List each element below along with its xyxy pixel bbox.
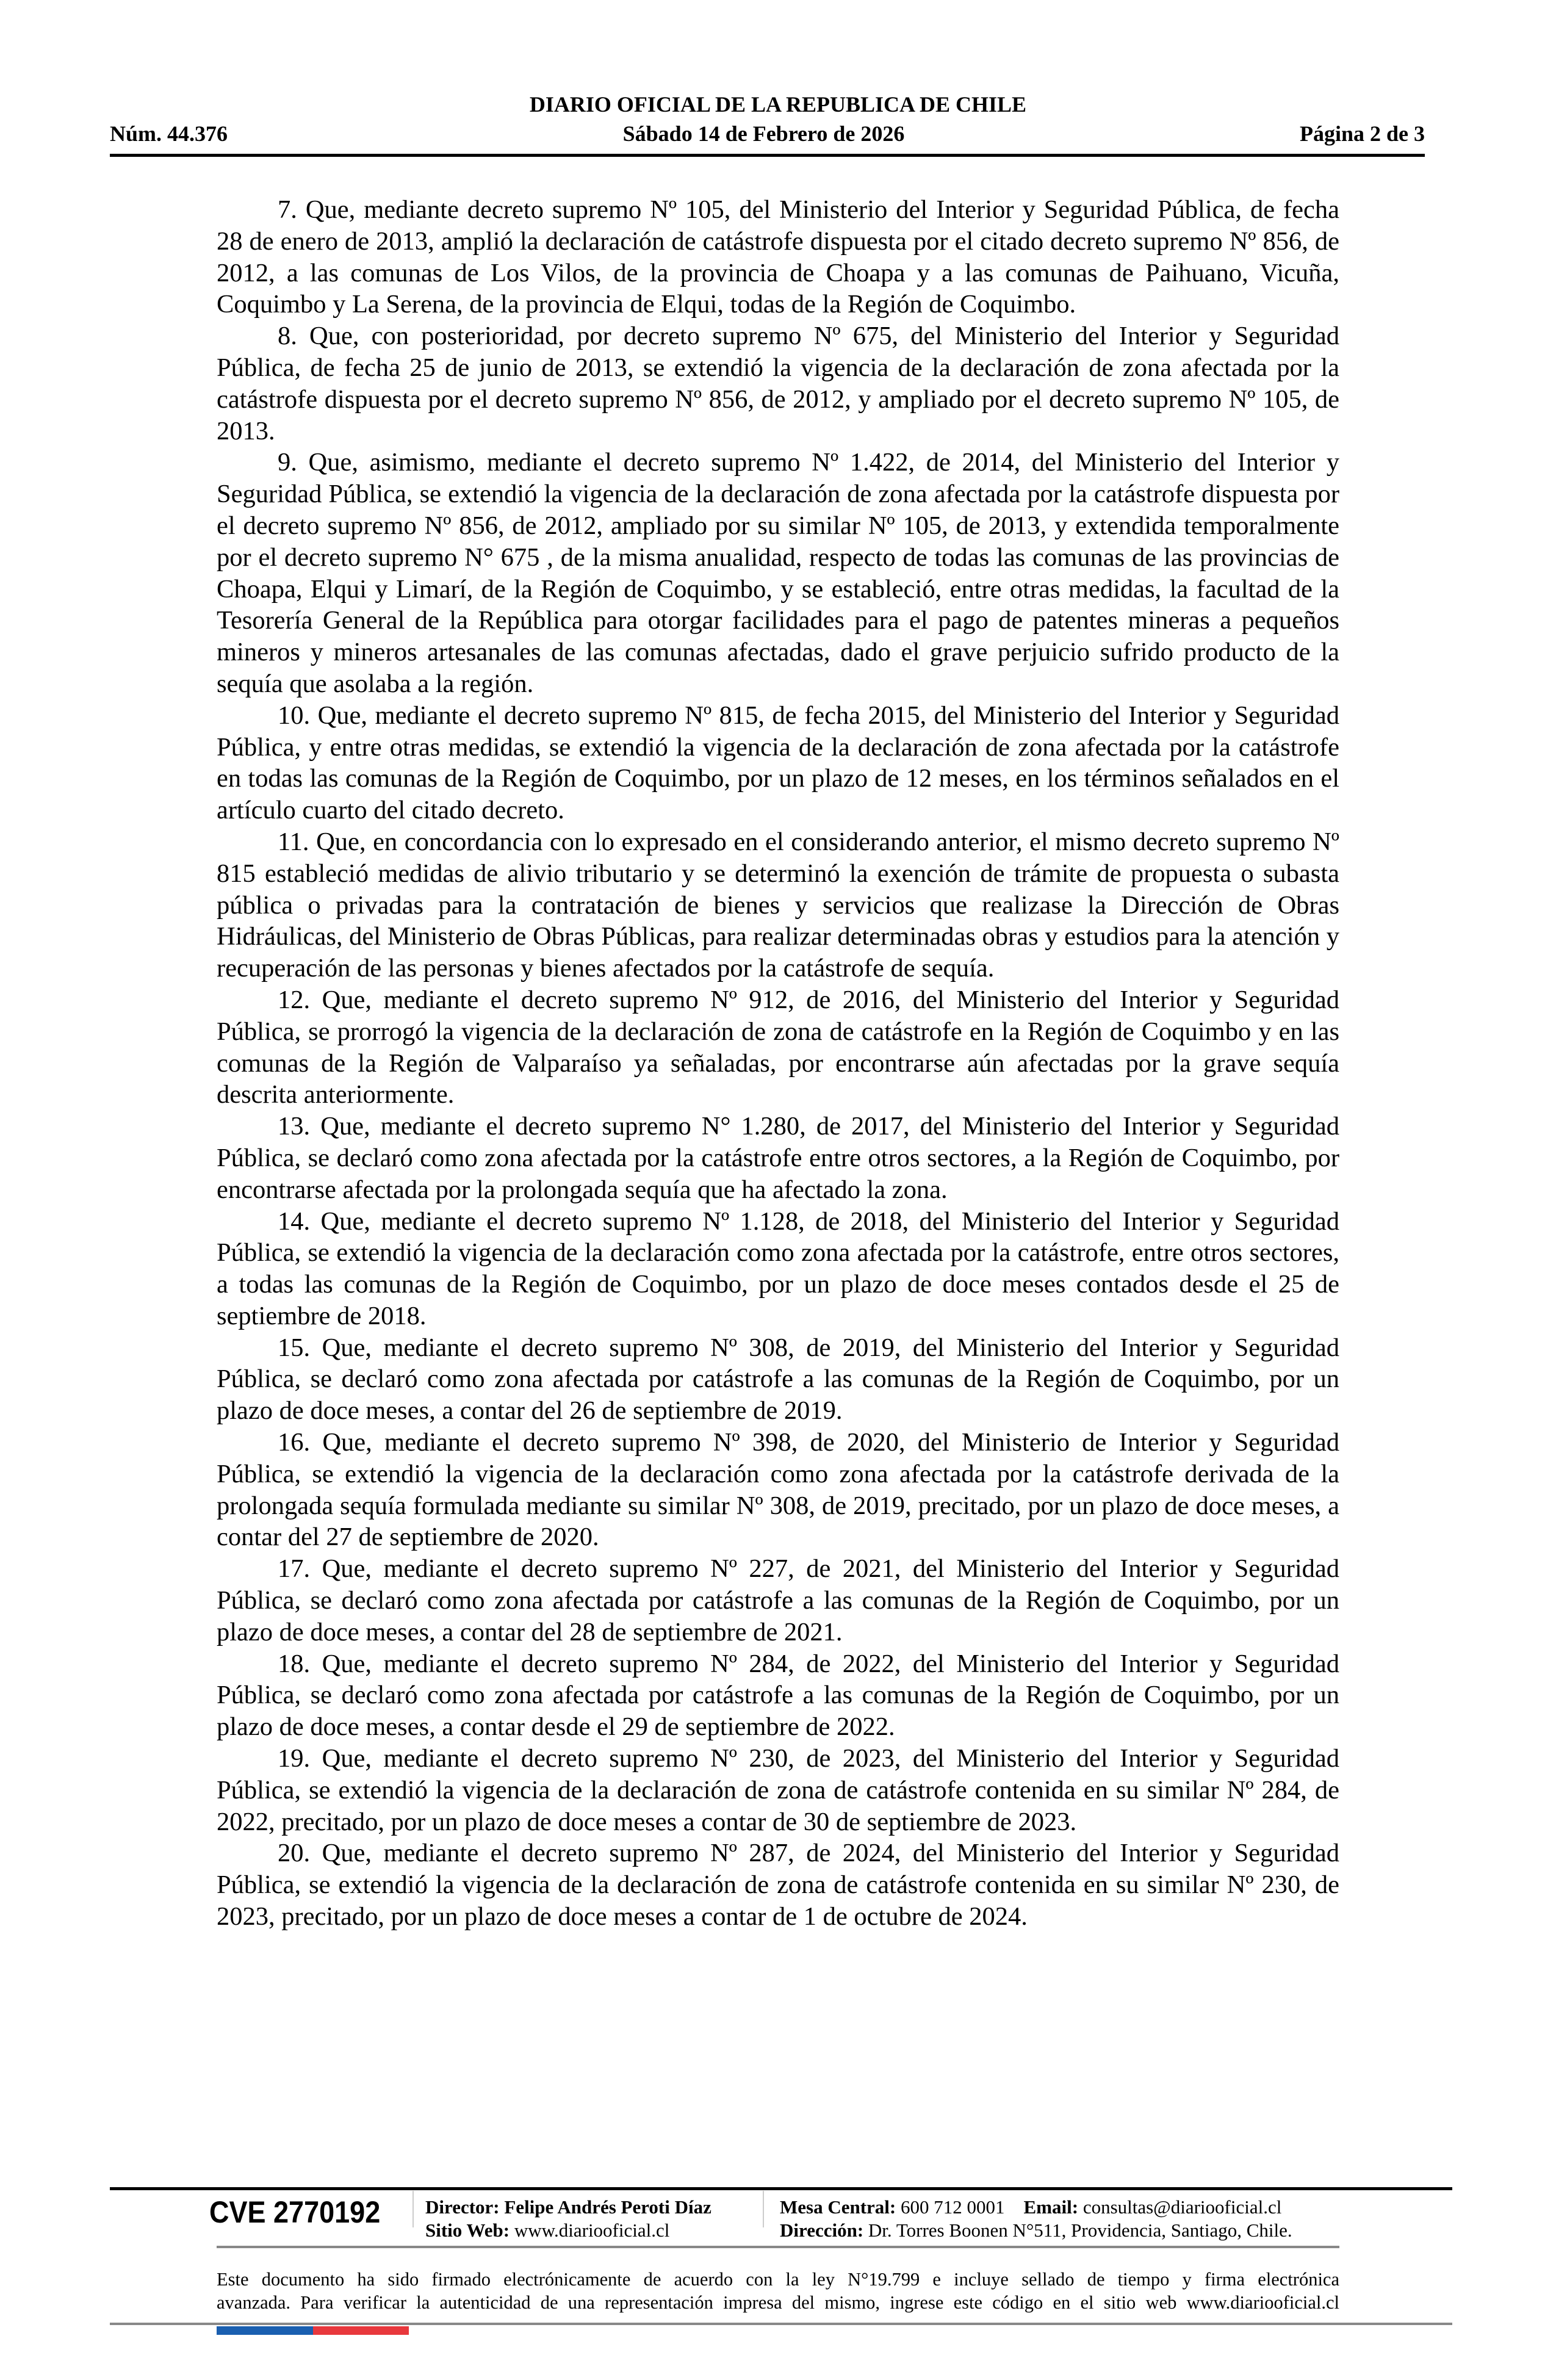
paragraph: 17. Que, mediante el decreto supremo Nº 227, de 2021, del Ministerio del Interior y Seguridad Pública, se declaró como zona afectada por catástrofe a las comunas de la Región de Coquimbo, por un plazo de doce meses, a contar del 28 de septiembre de 2021. bbox=[217, 1554, 1339, 1646]
footer-separator bbox=[763, 2191, 764, 2227]
paragraph: 15. Que, mediante el decreto supremo Nº 308, de 2019, del Ministerio del Interior y Seguridad Pública, se declaró como zona afectada por catástrofe a las comunas de la Región de Coquimbo, por un plazo de doce meses, a contar del 26 de septiembre de 2019. bbox=[217, 1333, 1339, 1426]
cve-code: CVE 2770192 bbox=[209, 2195, 381, 2229]
website-label: Sitio Web: bbox=[425, 2220, 510, 2241]
address: Dr. Torres Boonen N°511, Providencia, Santiago, Chile. bbox=[868, 2220, 1292, 2241]
signature-disclaimer bbox=[217, 2268, 1339, 2314]
paragraph: 20. Que, mediante el decreto supremo Nº 287, de 2024, del Ministerio del Interior y Seguridad Pública, se extendió la vigencia de la declaración de zona de catástrofe contenida en su similar Nº 230, de 2023, precitado, por un plazo de doce meses a contar de 1 de octubre de 2024. bbox=[217, 1839, 1339, 1931]
flag-stripe-blue bbox=[217, 2326, 313, 2335]
paragraph: 11. Que, en concordancia con lo expresado en el considerando anterior, el mismo decreto supremo Nº 815 estableció medidas de alivio tributario y se determinó la exención de trámite de propuesta o subasta pública o privadas para la contratación de bienes y servicios que realizase la Dirección de Obras Hidráulicas, del Ministerio de Obras Públicas, para realizar determinadas obras y estudios para la atención y recuperación de las personas y bienes afectados por la catástrofe de sequía. bbox=[217, 827, 1339, 983]
paragraph: 7. Que, mediante decreto supremo Nº 105, del Ministerio del Interior y Seguridad Pública, de fecha 28 de enero de 2013, amplió la declaración de catástrofe dispuesta por el citado decreto supremo Nº 856, de 2012, a las comunas de Los Vilos, de la provincia de Choapa y a las comunas de Paihuano, Vicuña, Coquimbo y La Serena, de la provincia de Elqui, todas de la Región de Coquimbo. bbox=[217, 195, 1339, 319]
email-link[interactable]: consultas@diariooficial.cl bbox=[1082, 2196, 1282, 2218]
website-link[interactable]: www.diariooficial.cl bbox=[514, 2220, 670, 2241]
director-label: Director: bbox=[425, 2196, 500, 2218]
director-name: Felipe Andrés Peroti Díaz bbox=[504, 2196, 711, 2218]
paragraph: 9. Que, asimismo, mediante el decreto supremo Nº 1.422, de 2014, del Ministerio del Interior y Seguridad Pública, se extendió la vigencia de la declaración de zona afectada por la catástrofe dispuesta por el decreto supremo Nº 856, de 2012, ampliado por su similar Nº 105, de 2013, y extendida temporalmente por el decreto supremo N° 675 , de la misma anualidad, respecto de todas las comunas de las provincias de Choapa, Elqui y Limarí, de la Región de Coquimbo, y se estableció, entre otras medidas, la facultad de la Tesorería General de la República para otorgar facilidades para el pago de patentes mineras a pequeños mineros y mineros artesanales de las comunas afectadas, dado el grave perjuicio sufrido producto de la sequía que asolaba a la región. bbox=[217, 448, 1339, 698]
footer-divider bbox=[110, 2187, 1452, 2190]
disclaimer-line: Este documento ha sido firmado electrónicamente de acuerdo con la ley N°19.799 e incluye sellado de tiempo y firma electrónica bbox=[217, 2269, 1339, 2290]
paragraph: 12. Que, mediante el decreto supremo Nº 912, de 2016, del Ministerio del Interior y Seguridad Pública, se prorrogó la vigencia de la declaración de zona de catástrofe en la Región de Coquimbo y en las comunas de la Región de Valparaíso ya señaladas, por encontrarse aún afectadas por la grave sequía descrita anteriormente. bbox=[217, 985, 1339, 1109]
footer-separator bbox=[412, 2191, 414, 2227]
flag-stripe-red bbox=[313, 2326, 409, 2335]
address-label: Dirección: bbox=[780, 2220, 864, 2241]
footer-director-block bbox=[425, 2196, 711, 2242]
footer-rule bbox=[217, 2246, 1339, 2248]
document-body bbox=[217, 194, 1339, 1933]
footer-contact-block bbox=[780, 2196, 1292, 2242]
phone-label: Mesa Central: bbox=[780, 2196, 896, 2218]
email-label: Email: bbox=[1023, 2196, 1079, 2218]
issue-date: Sábado 14 de Febrero de 2026 bbox=[622, 121, 905, 146]
newspaper-title: DIARIO OFICIAL DE LA REPUBLICA DE CHILE bbox=[529, 92, 1027, 117]
issue-number: Núm. 44.376 bbox=[110, 121, 228, 146]
phone-number: 600 712 0001 bbox=[901, 2196, 1005, 2218]
paragraph: 19. Que, mediante el decreto supremo Nº 230, de 2023, del Ministerio del Interior y Seguridad Pública, se extendió la vigencia de la declaración de zona de catástrofe contenida en su similar Nº 284, de 2022, precitado, por un plazo de doce meses a contar de 30 de septiembre de 2023. bbox=[217, 1744, 1339, 1836]
paragraph: 10. Que, mediante el decreto supremo Nº 815, de fecha 2015, del Ministerio del Interior y Seguridad Pública, y entre otras medidas, se extendió la vigencia de la declaración de zona afectada por la catástrofe en todas las comunas de la Región de Coquimbo, por un plazo de 12 meses, en los términos señalados en el artículo cuarto del citado decreto. bbox=[217, 701, 1339, 825]
disclaimer-line: avanzada. Para verificar la autenticidad de una representación impresa del mismo, ingrese este código en el sitio web www.diariooficial.cl bbox=[217, 2292, 1339, 2313]
header-row bbox=[110, 121, 1425, 146]
page-indicator: Página 2 de 3 bbox=[1299, 121, 1425, 146]
paragraph: 18. Que, mediante el decreto supremo Nº 284, de 2022, del Ministerio del Interior y Seguridad Pública, se declaró como zona afectada por catástrofe a las comunas de la Región de Coquimbo, por un plazo de doce meses, a contar desde el 29 de septiembre de 2022. bbox=[217, 1649, 1339, 1742]
paragraph: 8. Que, con posterioridad, por decreto supremo Nº 675, del Ministerio del Interior y Seguridad Pública, de fecha 25 de junio de 2013, se extendió la vigencia de la declaración de zona afectada por la catástrofe dispuesta por el decreto supremo Nº 856, de 2012, y ampliado por el decreto supremo Nº 105, de 2013. bbox=[217, 322, 1339, 445]
paragraph: 16. Que, mediante el decreto supremo Nº 398, de 2020, del Ministerio de Interior y Seguridad Pública, se extendió la vigencia de la declaración como zona afectada por la catástrofe derivada de la prolongada sequía formulada mediante su similar Nº 308, de 2019, precitado, por un plazo de doce meses, a contar del 27 de septiembre de 2020. bbox=[217, 1428, 1339, 1552]
paragraph: 13. Que, mediante el decreto supremo N° 1.280, de 2017, del Ministerio del Interior y Seguridad Pública, se declaró como zona afectada por la catástrofe entre otros sectores, a la Región de Coquimbo, por encontrarse afectada por la prolongada sequía que ha afectado la zona. bbox=[217, 1112, 1339, 1204]
paragraph: 14. Que, mediante el decreto supremo Nº 1.128, de 2018, del Ministerio del Interior y Seguridad Pública, se extendió la vigencia de la declaración como zona afectada por la catástrofe, entre otros sectores, a todas las comunas de la Región de Coquimbo, por un plazo de doce meses contados desde el 25 de septiembre de 2018. bbox=[217, 1206, 1339, 1330]
footer-bottom-rule bbox=[110, 2323, 1452, 2325]
header-divider bbox=[110, 154, 1425, 157]
